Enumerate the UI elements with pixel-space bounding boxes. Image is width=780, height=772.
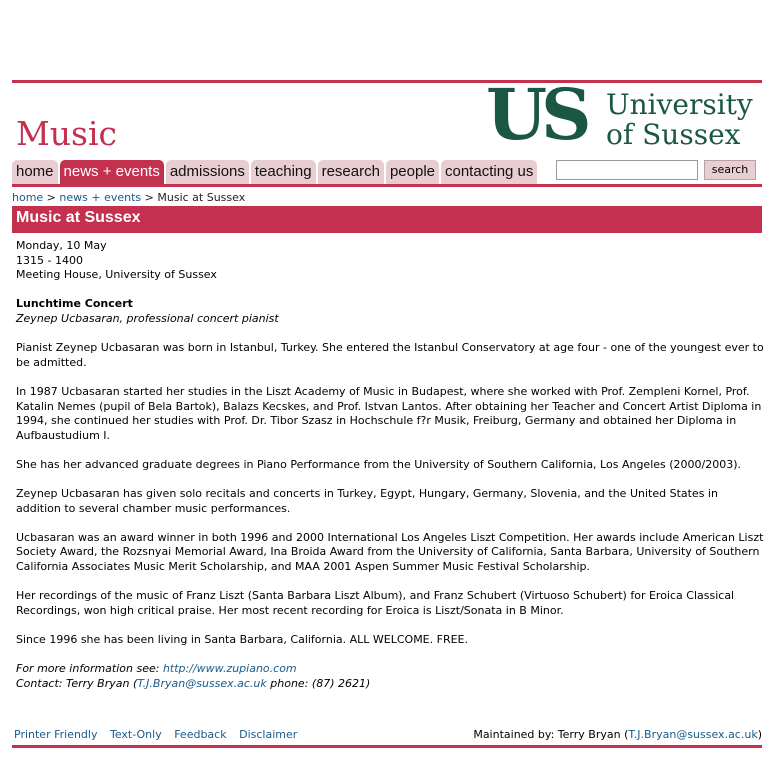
info-link[interactable]: http://www.zupiano.com xyxy=(162,662,297,676)
event-paragraph: Zeynep Ucbasaran has given solo recitals and concerts in Turkey, Egypt, Hungary, Germany, Slovenia, and the United States in addition to several chamber music performances. xyxy=(16,487,718,515)
page-title-bar xyxy=(12,206,762,233)
contact-email-link[interactable]: T.J.Bryan@sussex.ac.uk xyxy=(137,676,267,690)
logo-wordmark xyxy=(606,90,753,150)
footer-maintainer xyxy=(473,728,762,741)
event-heading: Lunchtime Concert xyxy=(16,297,133,311)
event-contact-block xyxy=(16,662,764,691)
top-rule xyxy=(12,80,762,83)
event-time: 1315 - 1400 xyxy=(16,253,83,267)
contact-label: Contact: Terry Bryan ( xyxy=(16,676,138,690)
main-navigation xyxy=(12,160,539,184)
printer-friendly-link[interactable]: Printer Friendly xyxy=(14,728,98,741)
event-paragraph: In 1987 Ucbasaran started her studies in the Liszt Academy of Music in Budapest, where she worked with Prof. Zempleni Kornel, Prof. Katalin Nemes (pupil of Bela Bartok), Balazs Kecskes, and Prof. Istvan Lantos. After obtaining her Teacher and Concert Artist Diploma in 1994, she continued her studies with Prof. Dr. Tibor Szasz in Hochschule f?r Musik, Freiburg, Germany and obtained her Diploma in Aufbaustudium I. xyxy=(16,384,762,442)
info-label: For more information see: xyxy=(16,662,163,676)
breadcrumb-home[interactable]: home xyxy=(12,191,44,204)
tab-research[interactable]: research xyxy=(318,160,384,184)
event-venue: Meeting House, University of Sussex xyxy=(16,268,217,282)
event-heading-block xyxy=(16,297,764,326)
footer-links xyxy=(14,728,306,741)
contact-phone: phone: (87) 2621) xyxy=(266,676,371,690)
event-content xyxy=(16,239,764,706)
disclaimer-link[interactable]: Disclaimer xyxy=(239,728,298,741)
feedback-link[interactable]: Feedback xyxy=(174,728,227,741)
university-logo[interactable] xyxy=(486,73,762,156)
event-paragraph: Ucbasaran was an award winner in both 1996 and 2000 International Los Angeles Liszt Competition. Her awards include American Liszt Society Award, the Rozsnyai Memorial Award, Ina Broida Award from the University of California, Santa Barbara, University of Southern California Associates Music Merit Scholarship, and MAA 2001 Aspen Summer Music Festival Scholarship. xyxy=(16,530,764,574)
tab-news-events[interactable]: news + events xyxy=(60,160,164,184)
tab-teaching[interactable]: teaching xyxy=(251,160,316,184)
breadcrumb-current: Music at Sussex xyxy=(157,191,246,204)
tab-home[interactable]: home xyxy=(12,160,58,184)
page-title: Music at Sussex xyxy=(16,209,141,226)
breadcrumb-news-events[interactable]: news + events xyxy=(59,191,142,204)
logo-line-2: of Sussex xyxy=(606,118,741,151)
maintained-close: ) xyxy=(757,728,762,741)
site-title[interactable]: Music xyxy=(16,114,118,153)
tab-contacting-us[interactable]: contacting us xyxy=(441,160,537,184)
nav-rule xyxy=(12,184,762,187)
maintained-label: Maintained by: Terry Bryan ( xyxy=(473,728,629,741)
event-date: Monday, 10 May xyxy=(16,239,107,252)
bottom-rule xyxy=(12,745,762,748)
event-subheading: Zeynep Ucbasaran, professional concert pianist xyxy=(16,311,279,325)
search-button[interactable]: search xyxy=(704,160,756,180)
breadcrumb xyxy=(12,191,245,204)
breadcrumb-separator: > xyxy=(43,191,60,204)
event-paragraph: Her recordings of the music of Franz Liszt (Santa Barbara Liszt Album), and Franz Schubert (Virtuoso Schubert) for Eroica Classical Recordings, won high critical praise. Her most recent recording for Eroica is Liszt/Sonata in B Minor. xyxy=(16,589,735,617)
search-input[interactable] xyxy=(556,160,698,180)
logo-line-1: University xyxy=(606,88,753,121)
tab-admissions[interactable]: admissions xyxy=(166,160,249,184)
event-paragraph: Pianist Zeynep Ucbasaran was born in Istanbul, Turkey. She entered the Istanbul Conservatory at age four - one of the youngest ever to be admitted. xyxy=(16,341,764,369)
event-paragraph: Since 1996 she has been living in Santa Barbara, California. ALL WELCOME. FREE. xyxy=(16,633,468,647)
logo-letters: US xyxy=(486,73,586,156)
event-paragraph: She has her advanced graduate degrees in Piano Performance from the University of Southern California, Los Angeles (2000/2003). xyxy=(16,457,742,471)
maintainer-email-link[interactable]: T.J.Bryan@sussex.ac.uk xyxy=(628,728,758,741)
event-details xyxy=(16,239,764,283)
tab-people[interactable]: people xyxy=(386,160,439,184)
text-only-link[interactable]: Text-Only xyxy=(109,728,162,741)
breadcrumb-separator: > xyxy=(141,191,158,204)
